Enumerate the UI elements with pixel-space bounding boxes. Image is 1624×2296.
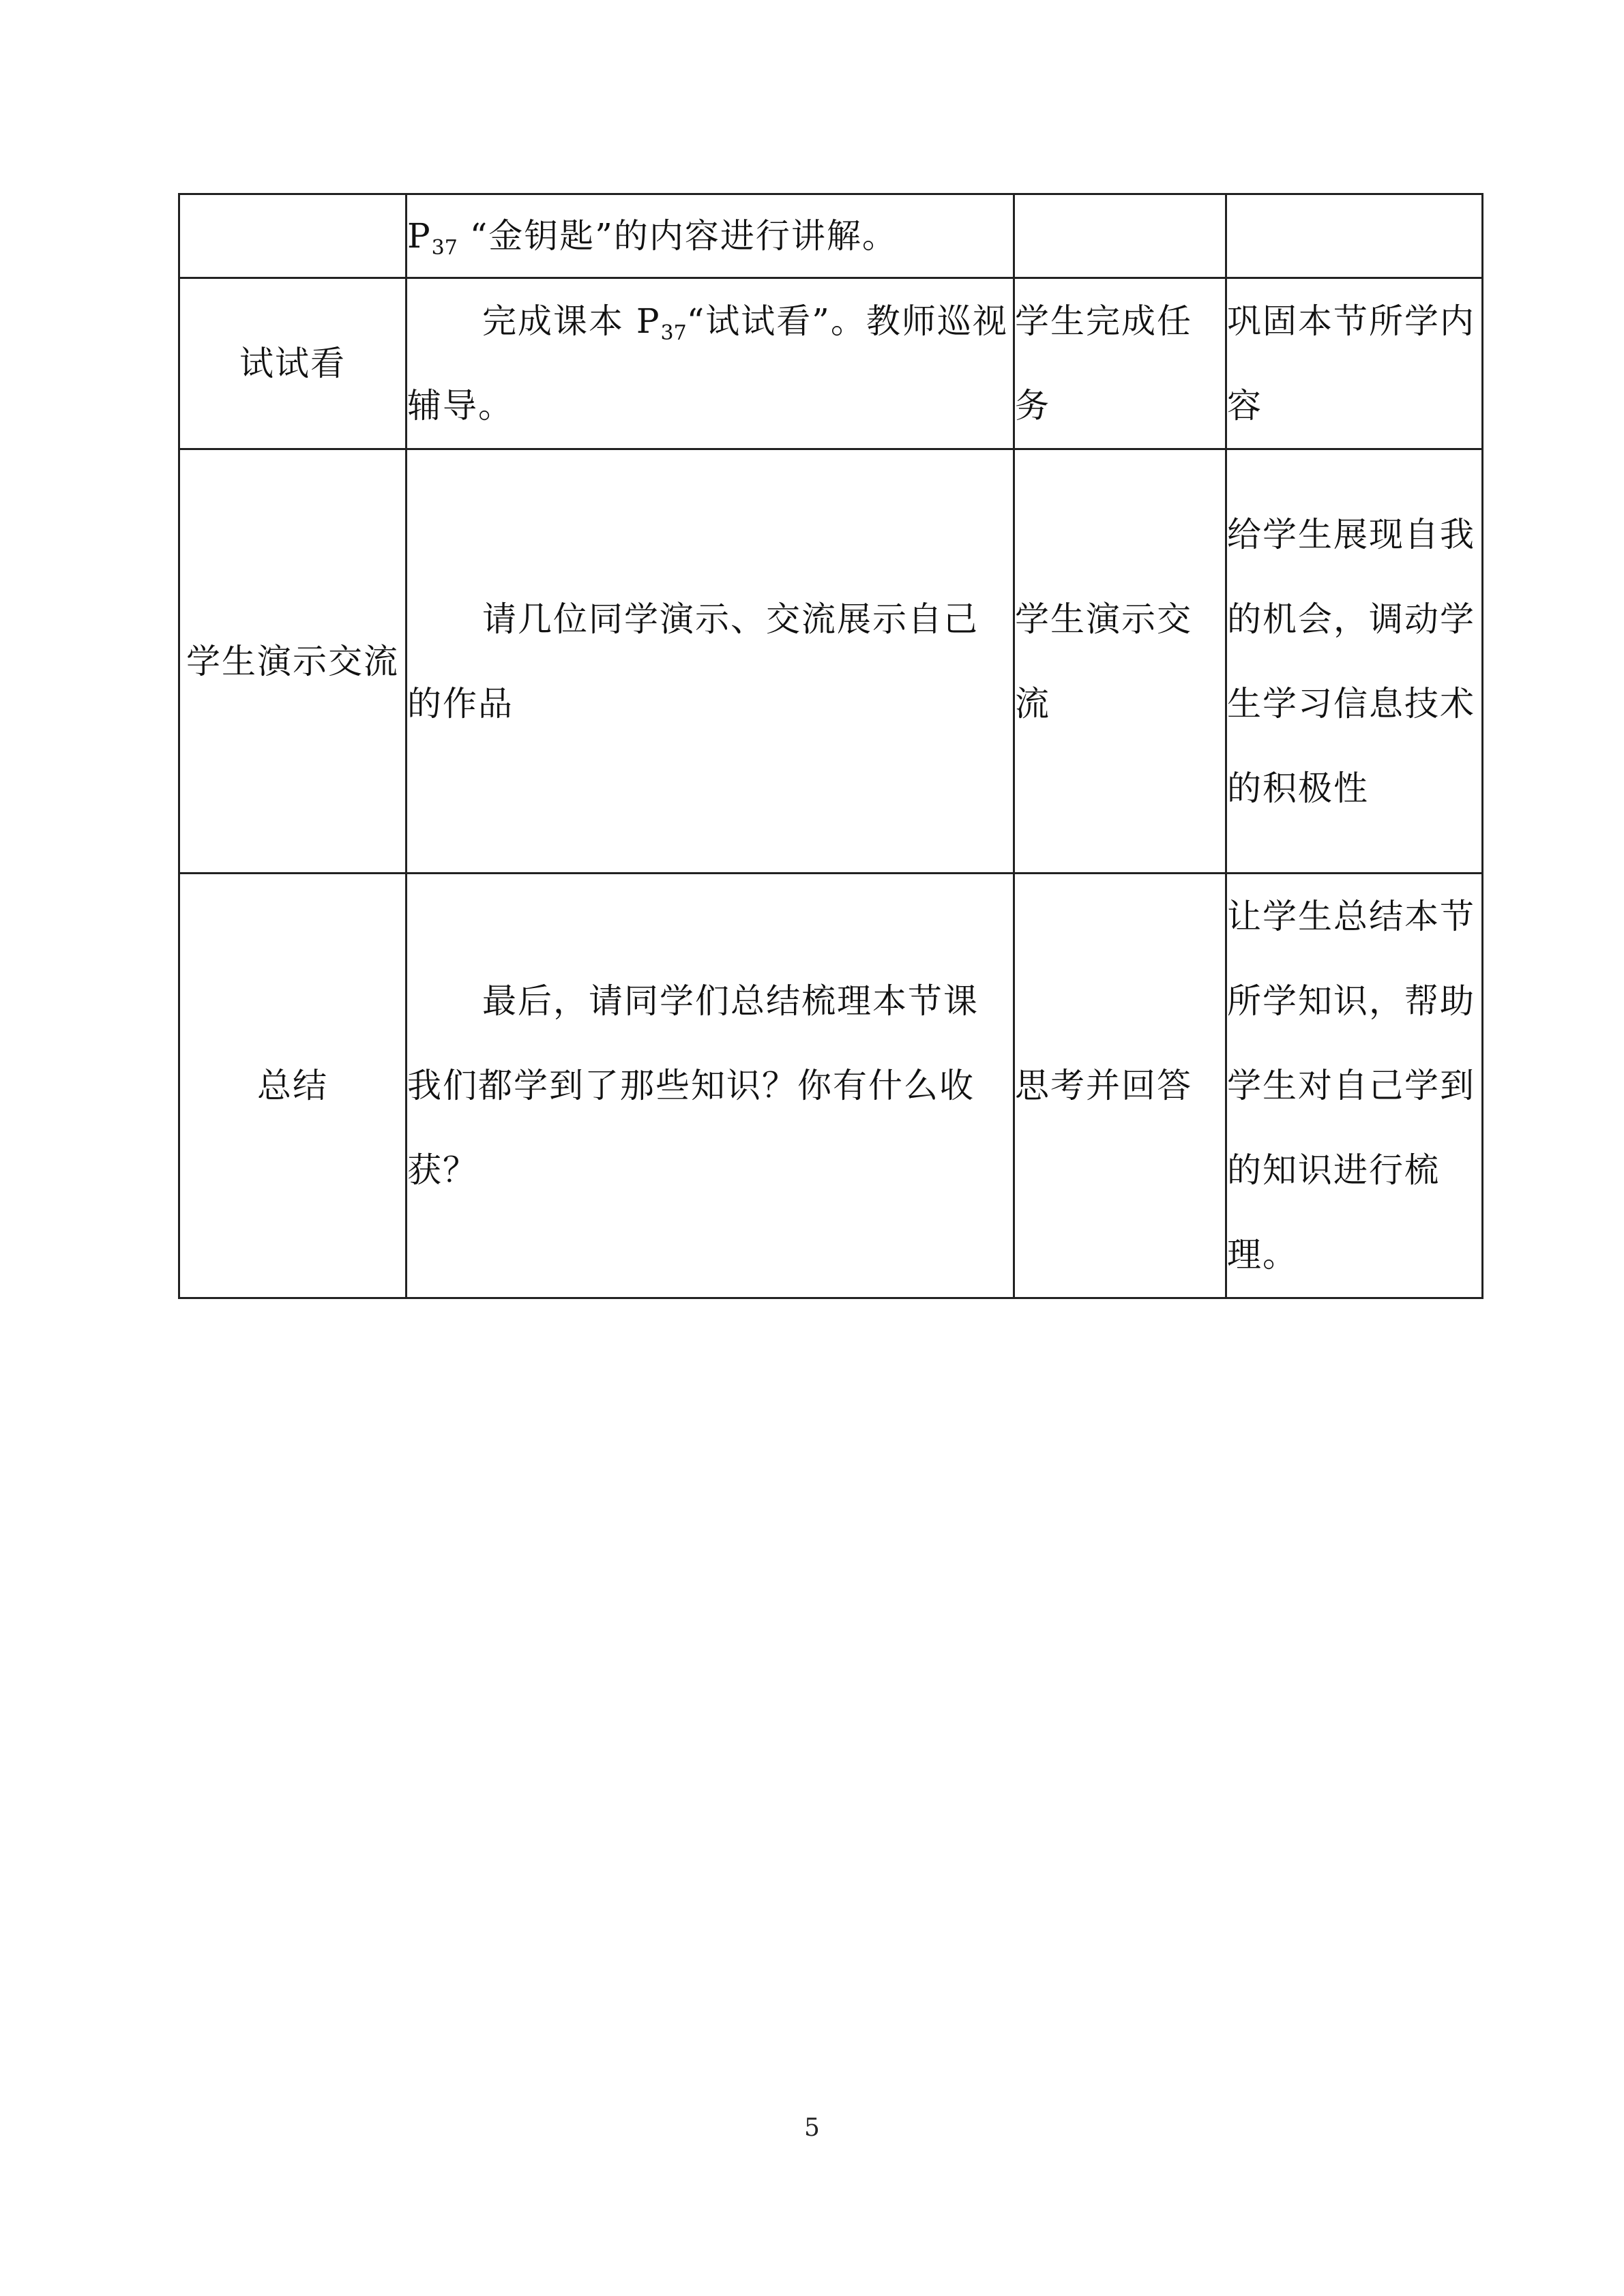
content-cell (407, 449, 1014, 874)
student-activity-cell: 学生演示交流 (1014, 449, 1226, 874)
table-row (179, 449, 1483, 874)
student-activity-cell (1014, 194, 1226, 278)
stage-cell (179, 194, 407, 278)
content-cell (407, 874, 1014, 1298)
stage-cell: 学生演示交流 (179, 449, 407, 874)
table-row (179, 194, 1483, 278)
lesson-plan-table (178, 193, 1483, 1299)
content-text: 请几位同学演示、交流展示自己的作品 (407, 599, 979, 724)
design-intent-cell: 让学生总结本节所学知识，帮助学生对自己学到的知识进行梳理。 (1226, 874, 1483, 1298)
design-intent-cell: 给学生展现自我的机会，调动学生学习信息技术的积极性 (1226, 449, 1483, 874)
table-row (179, 874, 1483, 1298)
stage-cell: 试试看 (179, 278, 407, 449)
design-intent-cell: 巩固本节所学内容 (1226, 278, 1483, 449)
table-row (179, 278, 1483, 449)
content-text: $P_{37}$ “金钥匙”的内容进行讲解。 (407, 216, 898, 260)
page-number: 5 (804, 2114, 820, 2142)
page-subscript: 37 (660, 321, 687, 345)
stage-cell: 总结 (179, 874, 407, 1298)
content-text: 完成课本 $P_{37}“$试试看”。教师巡视辅导。 (407, 301, 1008, 426)
content-cell (407, 278, 1014, 449)
content-cell (407, 194, 1014, 278)
design-intent-cell (1226, 194, 1483, 278)
student-activity-cell: 学生完成任务 (1014, 278, 1226, 449)
student-activity-cell: 思考并回答 (1014, 874, 1226, 1298)
page-subscript: 37 (431, 236, 458, 260)
content-text: 最后，请同学们总结梳理本节课我们都学到了那些知识？你有什么收获？ (407, 981, 979, 1190)
